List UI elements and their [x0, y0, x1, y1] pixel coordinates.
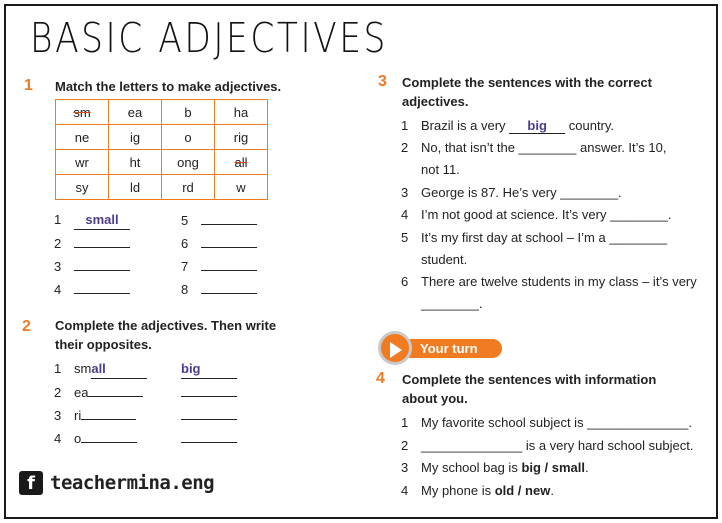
sentence-4: 4 I’m not good at science. It’s very ________.: [401, 207, 672, 222]
letter-grid: [55, 99, 268, 200]
opposite-field[interactable]: [181, 429, 237, 443]
answer-row: 5: [181, 211, 257, 230]
answer-row: 8: [181, 280, 257, 299]
grid-cell: ig: [109, 125, 162, 150]
your-turn-badge: [378, 331, 412, 365]
adjective-field[interactable]: all: [91, 360, 147, 379]
answer-row: 2: [54, 234, 130, 253]
answer-field[interactable]: [74, 257, 130, 271]
personal-sentence-3: 3 My school bag is big / small.: [401, 460, 589, 475]
answer-field[interactable]: [201, 257, 257, 271]
answer-field[interactable]: [201, 234, 257, 248]
opposite-row: 2 ea: [54, 383, 143, 402]
page-title: BASIC ADJECTIVES: [30, 14, 388, 62]
answer-field[interactable]: [74, 234, 130, 248]
facebook-icon: f: [19, 471, 43, 495]
answer-row: 1 small: [54, 211, 130, 230]
grid-cell: wr: [56, 150, 109, 175]
opposite-field[interactable]: [181, 406, 237, 420]
personal-sentence-4: 4 My phone is old / new.: [401, 483, 554, 498]
grid-cell: ong: [162, 150, 215, 175]
answer-field[interactable]: [74, 280, 130, 294]
section-1-number: 1: [24, 77, 33, 94]
section-3-number: 3: [378, 73, 387, 90]
opposite-field-row: [181, 383, 237, 402]
personal-sentence-2: 2 ______________ is a very hard school subject.: [401, 438, 694, 453]
sentence-answer-field[interactable]: big: [509, 118, 565, 134]
section-2-instruction: Complete the adjectives. Then write their opposites.: [55, 318, 277, 352]
answer-field[interactable]: small: [74, 211, 130, 230]
grid-cell: b: [162, 100, 215, 125]
grid-cell: ne: [56, 125, 109, 150]
opposite-field-row: [181, 406, 237, 425]
your-turn-label: Your turn: [404, 339, 502, 358]
grid-cell: rd: [162, 175, 215, 200]
opposite-row: 4 o: [54, 429, 137, 448]
grid-cell: ea: [109, 100, 162, 125]
brand-name: teachermina.eng: [50, 472, 215, 494]
grid-cell: w: [215, 175, 268, 200]
grid-cell: ha: [215, 100, 268, 125]
sentence-2: 2 No, that isn’t the ________ answer. It’s 10, not 11.: [401, 140, 667, 177]
answer-row: 4: [54, 280, 130, 299]
answer-row: 3: [54, 257, 130, 276]
answer-field[interactable]: [201, 280, 257, 294]
grid-cell: all: [215, 150, 268, 175]
sentence-6: 6 There are twelve students in my class – it’s very ________.: [401, 274, 697, 311]
choice-options[interactable]: big / small: [521, 460, 586, 475]
grid-cell: ht: [109, 150, 162, 175]
brand-logo: [19, 471, 214, 495]
answer-field[interactable]: [201, 211, 257, 225]
opposite-field[interactable]: big: [181, 360, 237, 379]
answer-row: 6: [181, 234, 257, 253]
section-1-instruction: Match the letters to make adjectives.: [55, 79, 282, 94]
opposite-row: 3 ri: [54, 406, 136, 425]
section-3-instruction: Complete the sentences with the correct adjectives.: [402, 75, 652, 109]
personal-sentence-1: 1 My favorite school subject is ______________.: [401, 415, 693, 430]
grid-cell: sm: [56, 100, 109, 125]
adjective-field[interactable]: [88, 383, 143, 397]
section-4-instruction: Complete the sentences with information about you.: [402, 372, 657, 406]
opposite-field[interactable]: [181, 383, 237, 397]
grid-cell: rig: [215, 125, 268, 150]
sentence-5: 5 It’s my first day at school – I’m a ________ student.: [401, 230, 668, 267]
sentence-1: 1 Brazil is a very big country.: [401, 118, 615, 133]
arrow-right-icon: [390, 342, 402, 358]
answer-row: 7: [181, 257, 257, 276]
grid-cell: ld: [109, 175, 162, 200]
section-4-number: 4: [376, 370, 385, 387]
adjective-field[interactable]: [81, 429, 137, 443]
choice-options[interactable]: old / new: [494, 483, 551, 498]
opposite-field-row: [181, 429, 237, 448]
adjective-field[interactable]: [81, 406, 136, 420]
opposite-row: 1 small: [54, 360, 147, 379]
sentence-3: 3 George is 87. He’s very ________.: [401, 185, 622, 200]
grid-cell: sy: [56, 175, 109, 200]
opposite-field-row: [181, 360, 237, 379]
grid-cell: o: [162, 125, 215, 150]
section-2-number: 2: [22, 318, 31, 335]
